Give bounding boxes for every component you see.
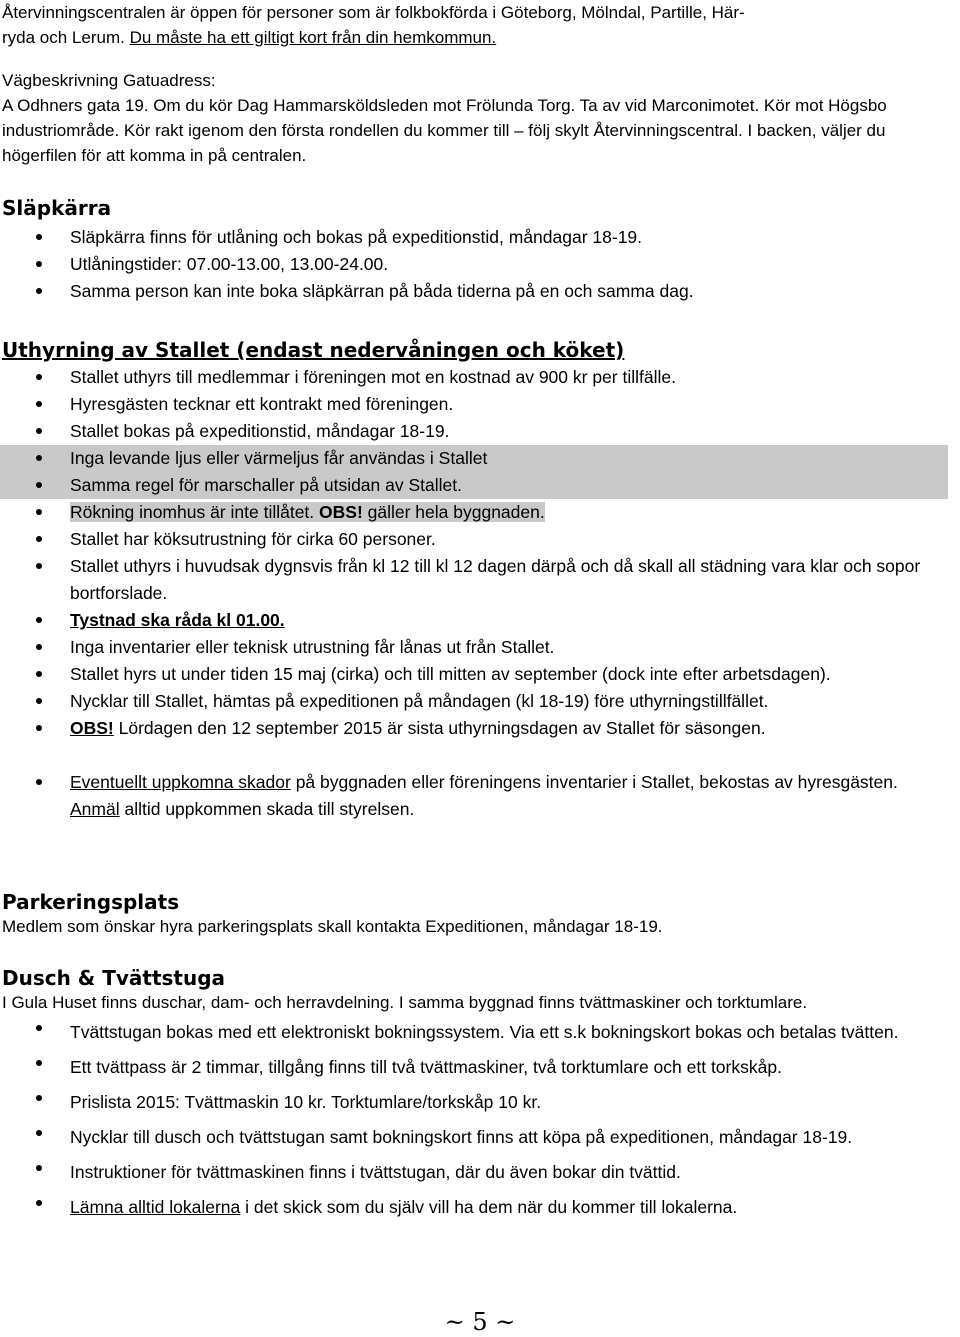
- directions-paragraph: [0, 68, 957, 168]
- intro-card-note: Du måste ha ett giltigt kort från din hemkommun.: [129, 28, 497, 47]
- smoking-text-end: gäller hela byggnaden.: [362, 502, 545, 522]
- list-item: Stallet har köksutrustning för cirka 60 personer.: [0, 526, 950, 553]
- damage-text-end: alltid uppkommen skada till styrelsen.: [119, 799, 415, 819]
- directions-heading: Vägbeskrivning Gatuadress:: [2, 71, 216, 90]
- list-item-obs: [0, 715, 950, 742]
- list-item: Stallet hyrs ut under tiden 15 maj (cirka) och till mitten av september (dock inte efter arbetsdagen).: [0, 661, 950, 688]
- list-item-damage: [0, 769, 950, 823]
- slapkarra-heading: Släpkärra: [2, 196, 112, 220]
- intro-line1: Återvinningscentralen är öppen för personer som är folkbokförda i Göteborg, Mölndal, Partille, Här-: [2, 3, 745, 22]
- parkering-text: Medlem som önskar hyra parkeringsplats skall kontakta Expeditionen, måndagar 18-19.: [2, 917, 663, 936]
- leave-premises-underlined: Lämna alltid lokalerna: [70, 1197, 241, 1217]
- list-item: Stallet uthyrs till medlemmar i föreningen mot en kostnad av 900 kr per tillfälle.: [0, 364, 950, 391]
- dusch-section: [0, 966, 950, 1225]
- report-underlined: Anmäl: [70, 799, 120, 819]
- intro-line2: ryda och Lerum.: [2, 28, 130, 47]
- page-number: ~ 5 ~: [444, 1308, 516, 1336]
- dusch-heading: Dusch & Tvättstuga: [2, 966, 226, 990]
- list-item: Prislista 2015: Tvättmaskin 10 kr. Torktumlare/torkskåp 10 kr.: [0, 1085, 950, 1120]
- stallet-section: [0, 338, 950, 823]
- list-item-smoking: [0, 499, 950, 526]
- highlighted-text: Inga levande ljus eller värmeljus får användas i Stallet: [70, 448, 488, 468]
- parkering-heading: Parkeringsplats: [2, 890, 180, 914]
- list-item: Samma person kan inte boka släpkärran på båda tiderna på en och samma dag.: [0, 278, 950, 305]
- quiet-hours: Tystnad ska råda kl 01.00.: [70, 610, 285, 630]
- intro-paragraph: [0, 0, 952, 50]
- stallet-heading: Uthyrning av Stallet (endast nedervåningen och köket): [2, 338, 625, 362]
- damage-underlined: Eventuellt uppkomna skador: [70, 772, 291, 792]
- list-item: Inga inventarier eller teknisk utrustning får lånas ut från Stallet.: [0, 634, 950, 661]
- list-item: Utlåningstider: 07.00-13.00, 13.00-24.00.: [0, 251, 950, 278]
- obs-bold: OBS!: [319, 502, 363, 522]
- list-item: Stallet bokas på expeditionstid, måndagar 18-19.: [0, 418, 950, 445]
- slapkarra-section: [0, 196, 950, 305]
- list-item: Släpkärra finns för utlåning och bokas på expeditionstid, måndagar 18-19.: [0, 224, 950, 251]
- list-item: Ett tvättpass är 2 timmar, tillgång finns till två tvättmaskiner, två torktumlare och ett torkskåp.: [0, 1050, 950, 1085]
- list-item-quiet: [0, 607, 950, 634]
- directions-text: A Odhners gata 19. Om du kör Dag Hammarsköldsleden mot Frölunda Torg. Ta av vid Marconimotet. Kör mot Högsbo industriområde. Kör rakt igenom den första rondellen du kommer till – följ skylt Återvinningscentral. I backen, väljer du högerfilen för att komma in på centralen.: [2, 96, 887, 165]
- list-item-last: [0, 1190, 950, 1225]
- list-item: Nycklar till Stallet, hämtas på expeditionen på måndagen (kl 18-19) före uthyrningstillfället.: [0, 688, 950, 715]
- highlighted-text: Samma regel för marschaller på utsidan av Stallet.: [70, 475, 462, 495]
- damage-text: på byggnaden eller föreningens inventarier i Stallet, bekostas av hyresgästen.: [290, 772, 898, 792]
- list-item-highlighted: [0, 445, 948, 472]
- obs-text: Lördagen den 12 september 2015 är sista uthyrningsdagen av Stallet för säsongen.: [113, 718, 766, 738]
- list-item: Stallet uthyrs i huvudsak dygnsvis från kl 12 till kl 12 dagen därpå och då skall all städning vara klar och sopor bortforslade.: [0, 553, 950, 607]
- list-item: Nycklar till dusch och tvättstugan samt bokningskort finns att köpa på expeditionen, måndagar 18-19.: [0, 1120, 950, 1155]
- dusch-text: I Gula Huset finns duschar, dam- och herravdelning. I samma byggnad finns tvättmaskiner och torktumlare.: [2, 993, 808, 1012]
- list-item: Hyresgästen tecknar ett kontrakt med föreningen.: [0, 391, 950, 418]
- smoking-text: Rökning inomhus är inte tillåtet.: [70, 502, 320, 522]
- list-item-highlighted: [0, 472, 948, 499]
- parkering-section: [0, 890, 950, 939]
- obs-bold: OBS!: [70, 718, 114, 738]
- list-item: Instruktioner för tvättmaskinen finns i tvättstugan, där du även bokar din tvättid.: [0, 1155, 950, 1190]
- leave-premises-text: i det skick som du själv vill ha dem när du kommer till lokalerna.: [240, 1197, 738, 1217]
- list-item: Tvättstugan bokas med ett elektroniskt bokningssystem. Via ett s.k bokningskort bokas och betalas tvätten.: [0, 1015, 950, 1050]
